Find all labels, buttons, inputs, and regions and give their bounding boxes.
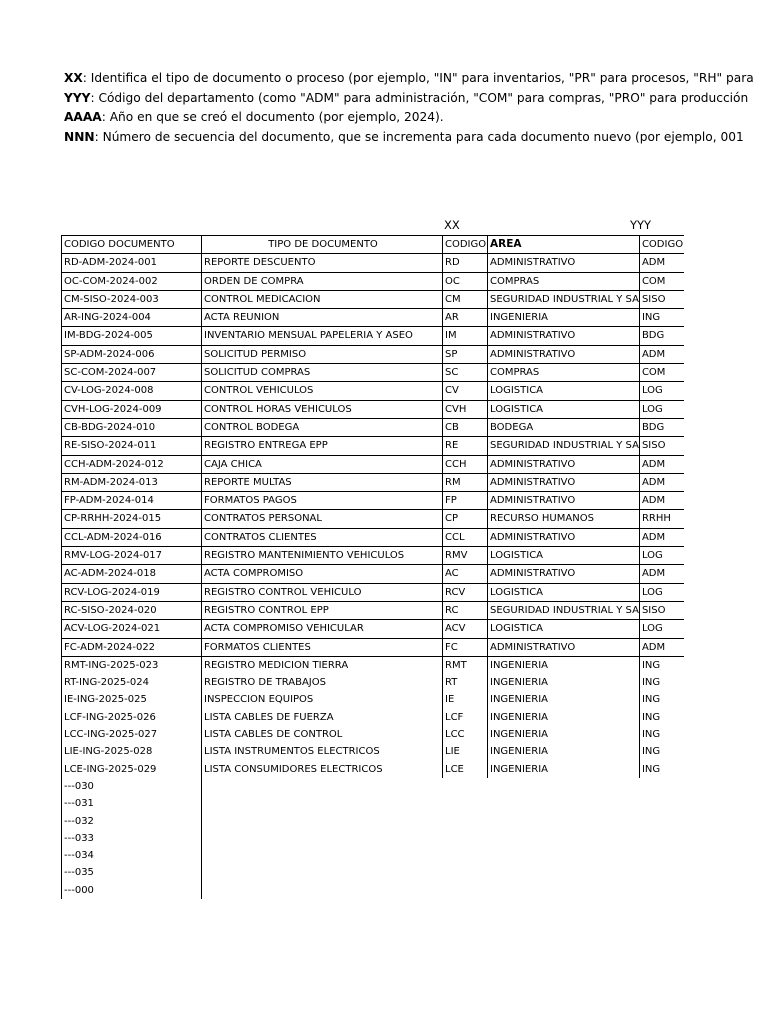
cell-codigo-documento[interactable]: RCV-LOG-2024-019 — [62, 583, 202, 601]
cell-area[interactable]: ADMINISTRATIVO — [488, 565, 640, 583]
cell-codigo-area[interactable]: ADM — [639, 492, 684, 510]
table-row — [62, 364, 684, 382]
cell-codigo-tipo[interactable]: RE — [443, 437, 488, 455]
cell-area[interactable]: LOGISTICA — [488, 583, 640, 601]
cell-codigo-documento[interactable]: SC-COM-2024-007 — [62, 364, 202, 382]
cell-codigo-documento[interactable]: RM-ADM-2024-013 — [62, 473, 202, 491]
cell-area[interactable]: ADMINISTRATIVO — [488, 528, 640, 546]
cell-codigo-documento[interactable]: RT-ING-2025-024 — [62, 674, 202, 691]
empty-cell[interactable] — [202, 882, 443, 899]
table-row — [62, 583, 684, 601]
table-row — [62, 743, 684, 760]
cell-area[interactable]: RECURSO HUMANOS — [488, 510, 640, 528]
cell-area[interactable]: SEGURIDAD INDUSTRIAL Y SA — [488, 290, 640, 308]
cell-area[interactable]: ADMINISTRATIVO — [488, 254, 640, 272]
cell-tipo-documento[interactable]: CONTROL BODEGA — [202, 418, 443, 436]
empty-cell[interactable] — [488, 847, 640, 864]
cell-tipo-documento[interactable]: REPORTE DESCUENTO — [202, 254, 443, 272]
cell-codigo-tipo[interactable]: SC — [443, 364, 488, 382]
empty-cell[interactable] — [639, 864, 684, 881]
cell-tipo-documento[interactable]: CONTRATOS PERSONAL — [202, 510, 443, 528]
cell-codigo-documento[interactable]: AR-ING-2024-004 — [62, 309, 202, 327]
table-row — [62, 400, 684, 418]
cell-area[interactable]: LOGISTICA — [488, 382, 640, 400]
cell-codigo-area[interactable]: BDG — [639, 418, 684, 436]
header-tipo-documento[interactable]: TIPO DE DOCUMENTO — [202, 236, 443, 254]
table-row — [62, 327, 684, 345]
cell-codigo-documento[interactable]: CVH-LOG-2024-009 — [62, 400, 202, 418]
cell-codigo-tipo[interactable]: FP — [443, 492, 488, 510]
cell-codigo-tipo[interactable]: CV — [443, 382, 488, 400]
table-row — [62, 778, 684, 795]
cell-codigo-area[interactable]: SISO — [639, 290, 684, 308]
cell-codigo-documento[interactable]: IE-ING-2025-025 — [62, 691, 202, 708]
cell-codigo-area[interactable]: ING — [641, 677, 661, 689]
yyy-column-label: YYY — [630, 218, 652, 232]
cell-codigo-tipo[interactable]: AC — [443, 565, 488, 583]
table-row — [62, 382, 684, 400]
empty-cell[interactable] — [202, 864, 443, 881]
empty-cell[interactable] — [488, 813, 640, 830]
cell-area[interactable]: ADMINISTRATIVO — [488, 638, 640, 656]
note-aaaa: AAAA: Año en que se creó el documento (por ejemplo, 2024). — [64, 110, 444, 124]
cell-codigo-area[interactable]: ADM — [639, 473, 684, 491]
cell-codigo-documento[interactable]: AC-ADM-2024-018 — [62, 565, 202, 583]
cell-codigo-documento[interactable]: ---035 — [62, 864, 202, 881]
table-row — [62, 272, 684, 290]
cell-tipo-documento[interactable]: ACTA COMPROMISO VEHICULAR — [202, 620, 443, 638]
empty-cell[interactable] — [202, 813, 443, 830]
cell-codigo-documento[interactable]: IM-BDG-2024-005 — [62, 327, 202, 345]
empty-cell[interactable] — [639, 795, 684, 812]
table-row — [62, 795, 684, 812]
cell-codigo-tipo[interactable]: CVH — [443, 400, 488, 418]
cell-area[interactable]: SEGURIDAD INDUSTRIAL Y SA — [488, 437, 640, 455]
cell-tipo-documento[interactable]: REGISTRO DE TRABAJOS — [202, 674, 443, 691]
empty-cell[interactable] — [202, 830, 443, 847]
empty-cell[interactable] — [639, 830, 684, 847]
cell-codigo-area[interactable]: ADM — [639, 254, 684, 272]
cell-codigo-documento[interactable]: ---032 — [62, 813, 202, 830]
table-row — [62, 882, 684, 899]
table-row — [62, 290, 684, 308]
cell-codigo-area[interactable]: SISO — [639, 437, 684, 455]
cell-codigo-documento[interactable]: ---034 — [62, 847, 202, 864]
cell-area[interactable]: ADMINISTRATIVO — [488, 473, 640, 491]
cell-codigo-tipo[interactable]: CM — [443, 290, 488, 308]
cell-area[interactable]: ADMINISTRATIVO — [488, 345, 640, 363]
note-yyy: YYY: Código del departamento (como "ADM" para administración, "COM" para compras, "PRO" para producción — [64, 90, 749, 105]
cell-area[interactable]: INGENIERIA — [488, 743, 640, 760]
empty-cell[interactable] — [443, 795, 488, 812]
cell-area[interactable]: INGENIERIA — [488, 691, 640, 708]
cell-codigo-area[interactable]: ING — [641, 746, 661, 758]
cell-tipo-documento[interactable]: CAJA CHICA — [202, 455, 443, 473]
empty-cell[interactable] — [443, 847, 488, 864]
cell-codigo-area[interactable]: ING — [641, 763, 661, 775]
xx-column-label: XX — [444, 218, 460, 232]
empty-cell[interactable] — [639, 882, 684, 899]
cell-codigo-documento[interactable]: FC-ADM-2024-022 — [62, 638, 202, 656]
cell-tipo-documento[interactable]: CONTRATOS CLIENTES — [202, 528, 443, 546]
cell-codigo-tipo[interactable]: RCV — [443, 583, 488, 601]
cell-area[interactable]: LOGISTICA — [488, 400, 640, 418]
cell-area[interactable]: LOGISTICA — [488, 620, 640, 638]
cell-codigo-tipo[interactable]: RT — [443, 674, 488, 691]
table-row — [62, 547, 684, 565]
cell-tipo-documento[interactable]: INVENTARIO MENSUAL PAPELERIA Y ASEO — [202, 327, 443, 345]
cell-codigo-tipo[interactable]: LCE — [443, 761, 488, 778]
cell-codigo-area[interactable]: LOG — [639, 547, 684, 565]
cell-tipo-documento[interactable]: FORMATOS CLIENTES — [202, 638, 443, 656]
cell-codigo-documento[interactable]: ---000 — [62, 882, 202, 899]
cell-area[interactable]: INGENIERIA — [488, 674, 640, 691]
cell-tipo-documento[interactable]: CONTROL HORAS VEHICULOS — [202, 400, 443, 418]
cell-codigo-area[interactable]: BDG — [639, 327, 684, 345]
cell-codigo-documento[interactable]: LCC-ING-2025-027 — [62, 726, 202, 743]
table-row — [62, 565, 684, 583]
cell-tipo-documento[interactable]: INSPECCION EQUIPOS — [202, 691, 443, 708]
table-row — [62, 847, 684, 864]
cell-tipo-documento[interactable]: REGISTRO MANTENIMIENTO VEHICULOS — [202, 547, 443, 565]
cell-codigo-area[interactable]: COM — [639, 272, 684, 290]
cell-tipo-documento[interactable]: ACTA REUNION — [202, 309, 443, 327]
cell-tipo-documento[interactable]: SOLICITUD PERMISO — [202, 345, 443, 363]
cell-codigo-tipo[interactable]: LCC — [443, 726, 488, 743]
code-legend-notes — [64, 69, 754, 147]
cell-codigo-documento[interactable]: ---033 — [62, 830, 202, 847]
cell-codigo-documento[interactable]: LIE-ING-2025-028 — [62, 743, 202, 760]
cell-area[interactable]: INGENIERIA — [488, 709, 640, 726]
table-row — [62, 726, 684, 743]
cell-codigo-area[interactable]: ING — [641, 729, 661, 741]
cell-codigo-documento[interactable]: CB-BDG-2024-010 — [62, 418, 202, 436]
cell-area[interactable]: INGENIERIA — [488, 309, 640, 327]
table-row — [62, 813, 684, 830]
empty-cell[interactable] — [488, 830, 640, 847]
cell-area[interactable]: ADMINISTRATIVO — [488, 327, 640, 345]
cell-tipo-documento[interactable]: REPORTE MULTAS — [202, 473, 443, 491]
cell-codigo-tipo[interactable]: AR — [443, 309, 488, 327]
cell-codigo-documento[interactable]: RE-SISO-2024-011 — [62, 437, 202, 455]
cell-codigo-tipo[interactable]: RM — [443, 473, 488, 491]
table-row — [62, 709, 684, 726]
table-row — [62, 455, 684, 473]
empty-cell[interactable] — [443, 882, 488, 899]
empty-cell[interactable] — [202, 847, 443, 864]
table-row — [62, 674, 684, 691]
table-row — [62, 345, 684, 363]
cell-codigo-documento[interactable]: LCF-ING-2025-026 — [62, 709, 202, 726]
cell-codigo-documento[interactable]: FP-ADM-2024-014 — [62, 492, 202, 510]
empty-cell[interactable] — [443, 813, 488, 830]
cell-tipo-documento[interactable]: CONTROL VEHICULOS — [202, 382, 443, 400]
cell-codigo-documento[interactable]: ACV-LOG-2024-021 — [62, 620, 202, 638]
cell-codigo-area[interactable]: LOG — [639, 400, 684, 418]
cell-codigo-area[interactable]: ING — [641, 694, 661, 706]
table-row — [62, 761, 684, 778]
cell-codigo-documento[interactable]: CP-RRHH-2024-015 — [62, 510, 202, 528]
header-codigo-tipo[interactable]: CODIGO — [443, 236, 488, 254]
table-row — [62, 510, 684, 528]
cell-tipo-documento[interactable]: CONTROL MEDICACION — [202, 290, 443, 308]
cell-tipo-documento[interactable]: REGISTRO ENTREGA EPP — [202, 437, 443, 455]
cell-codigo-documento[interactable]: RD-ADM-2024-001 — [62, 254, 202, 272]
empty-cell[interactable] — [443, 830, 488, 847]
table-row — [62, 656, 684, 674]
table-row — [62, 830, 684, 847]
cell-codigo-tipo[interactable]: LCF — [443, 709, 488, 726]
cell-codigo-area[interactable]: ADM — [639, 638, 684, 656]
cell-codigo-tipo[interactable]: RMV — [443, 547, 488, 565]
table-header-row — [62, 236, 684, 254]
cell-codigo-documento[interactable]: RC-SISO-2024-020 — [62, 601, 202, 619]
cell-codigo-tipo[interactable]: CP — [443, 510, 488, 528]
cell-codigo-area[interactable]: LOG — [639, 382, 684, 400]
cell-codigo-area[interactable]: ING — [639, 309, 684, 327]
cell-tipo-documento[interactable]: ACTA COMPROMISO — [202, 565, 443, 583]
cell-tipo-documento[interactable]: REGISTRO MEDICION TIERRA — [202, 656, 443, 674]
cell-tipo-documento[interactable]: LISTA INSTRUMENTOS ELECTRICOS — [202, 743, 443, 760]
cell-codigo-tipo[interactable]: ACV — [443, 620, 488, 638]
document-codes-table — [61, 235, 684, 899]
cell-codigo-documento[interactable]: SP-ADM-2024-006 — [62, 345, 202, 363]
cell-codigo-area[interactable]: COM — [639, 364, 684, 382]
cell-tipo-documento[interactable]: LISTA CABLES DE CONTROL — [202, 726, 443, 743]
cell-area[interactable]: INGENIERIA — [488, 726, 640, 743]
empty-cell[interactable] — [443, 864, 488, 881]
cell-codigo-documento[interactable]: RMT-ING-2025-023 — [62, 656, 202, 674]
cell-codigo-area[interactable]: LOG — [639, 620, 684, 638]
cell-area[interactable]: LOGISTICA — [488, 547, 640, 565]
cell-codigo-area[interactable]: ADM — [639, 565, 684, 583]
cell-codigo-tipo[interactable]: OC — [443, 272, 488, 290]
cell-codigo-tipo[interactable]: RD — [443, 254, 488, 272]
empty-cell[interactable] — [488, 882, 640, 899]
cell-tipo-documento[interactable]: SOLICITUD COMPRAS — [202, 364, 443, 382]
cell-codigo-tipo[interactable]: IE — [443, 691, 488, 708]
cell-area[interactable]: INGENIERIA — [488, 656, 640, 674]
cell-area[interactable]: ADMINISTRATIVO — [488, 455, 640, 473]
empty-cell[interactable] — [639, 847, 684, 864]
empty-cell[interactable] — [443, 778, 488, 795]
cell-area[interactable]: COMPRAS — [488, 364, 640, 382]
cell-codigo-area[interactable]: ADM — [639, 528, 684, 546]
note-xx: XX: Identifica el tipo de documento o proceso (por ejemplo, "IN" para inventarios, "PR" para procesos, "RH" para — [64, 71, 754, 85]
table-row — [62, 492, 684, 510]
cell-area[interactable]: INGENIERIA — [488, 761, 640, 778]
table-row — [62, 691, 684, 708]
table-row — [62, 864, 684, 881]
cell-codigo-documento[interactable]: OC-COM-2024-002 — [62, 272, 202, 290]
cell-codigo-area[interactable]: ADM — [639, 345, 684, 363]
cell-codigo-documento[interactable]: RMV-LOG-2024-017 — [62, 547, 202, 565]
cell-codigo-area[interactable]: ING — [641, 711, 661, 723]
cell-codigo-tipo[interactable]: FC — [443, 638, 488, 656]
note-nnn: NNN: Número de secuencia del documento, que se incrementa para cada documento nuevo (por ejemplo, 001 — [64, 129, 744, 144]
cell-area[interactable]: BODEGA — [488, 418, 640, 436]
empty-cell[interactable] — [488, 795, 640, 812]
cell-codigo-documento[interactable]: CM-SISO-2024-003 — [62, 290, 202, 308]
empty-cell[interactable] — [639, 813, 684, 830]
cell-codigo-area[interactable]: ING — [641, 659, 661, 671]
cell-area[interactable]: COMPRAS — [488, 272, 640, 290]
table-row — [62, 437, 684, 455]
cell-codigo-tipo[interactable]: CCL — [443, 528, 488, 546]
cell-codigo-tipo[interactable]: IM — [443, 327, 488, 345]
cell-tipo-documento[interactable]: LISTA CONSUMIDORES ELECTRICOS — [202, 761, 443, 778]
cell-tipo-documento[interactable]: REGISTRO CONTROL EPP — [202, 601, 443, 619]
table-row — [62, 638, 684, 656]
cell-codigo-documento[interactable]: ---031 — [62, 795, 202, 812]
cell-codigo-tipo[interactable]: RC — [443, 601, 488, 619]
header-codigo-area[interactable]: CODIGO — [639, 236, 684, 254]
cell-codigo-tipo[interactable]: CB — [443, 418, 488, 436]
cell-area[interactable]: SEGURIDAD INDUSTRIAL Y SA — [488, 601, 640, 619]
table-row — [62, 601, 684, 619]
empty-cell[interactable] — [488, 778, 640, 795]
cell-codigo-documento[interactable]: CCH-ADM-2024-012 — [62, 455, 202, 473]
empty-cell[interactable] — [488, 864, 640, 881]
table-row — [62, 528, 684, 546]
table-row — [62, 473, 684, 491]
table-row — [62, 620, 684, 638]
cell-codigo-tipo[interactable]: SP — [443, 345, 488, 363]
cell-codigo-documento[interactable]: CCL-ADM-2024-016 — [62, 528, 202, 546]
cell-tipo-documento[interactable]: LISTA CABLES DE FUERZA — [202, 709, 443, 726]
cell-codigo-tipo[interactable]: RMT — [443, 656, 488, 674]
cell-codigo-area[interactable]: RRHH — [639, 510, 684, 528]
cell-tipo-documento[interactable]: FORMATOS PAGOS — [202, 492, 443, 510]
header-area[interactable]: AREA — [488, 236, 640, 254]
cell-codigo-area[interactable]: SISO — [639, 601, 684, 619]
table-row — [62, 254, 684, 272]
cell-codigo-area[interactable]: ADM — [639, 455, 684, 473]
empty-cell[interactable] — [202, 778, 443, 795]
cell-codigo-tipo[interactable]: LIE — [443, 743, 488, 760]
cell-codigo-area[interactable]: LOG — [639, 583, 684, 601]
cell-tipo-documento[interactable]: REGISTRO CONTROL VEHICULO — [202, 583, 443, 601]
cell-area[interactable]: ADMINISTRATIVO — [488, 492, 640, 510]
header-codigo-documento[interactable]: CODIGO DOCUMENTO — [62, 236, 202, 254]
table-row — [62, 418, 684, 436]
empty-cell[interactable] — [202, 795, 443, 812]
cell-tipo-documento[interactable]: ORDEN DE COMPRA — [202, 272, 443, 290]
empty-cell[interactable] — [639, 778, 684, 795]
cell-codigo-documento[interactable]: CV-LOG-2024-008 — [62, 382, 202, 400]
cell-codigo-documento[interactable]: ---030 — [62, 778, 202, 795]
cell-codigo-tipo[interactable]: CCH — [443, 455, 488, 473]
cell-codigo-documento[interactable]: LCE-ING-2025-029 — [62, 761, 202, 778]
table-row — [62, 309, 684, 327]
